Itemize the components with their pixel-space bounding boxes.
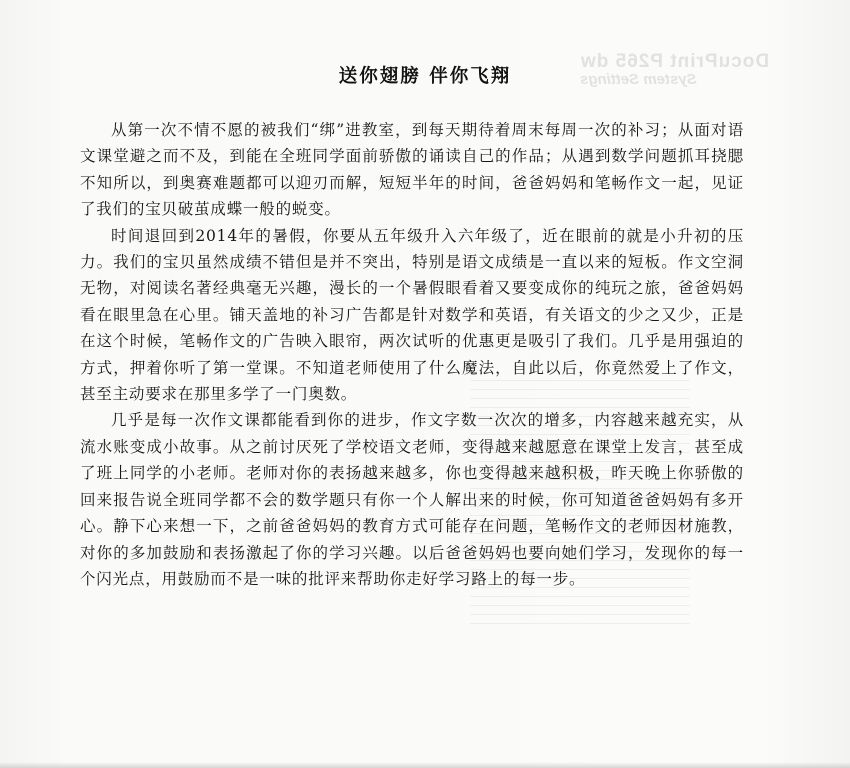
document-title: 送你翅膀 伴你飞翔	[338, 66, 512, 87]
bleed-through-line-2: System Settings	[580, 70, 697, 88]
scan-edge	[0, 762, 850, 768]
document-body	[80, 117, 744, 592]
paragraph-2: 时间退回到2014年的暑假，你要从五年级升入六年级了，近在眼前的就是小升初的压力。我们的宝贝虽然成绩不错但是并不突出，特别是语文成绩是一直以来的短板。作文空洞无物，对阅读名著经典毫无兴趣，漫长的一个暑假眼看着又要变成你的纯玩之旅，爸爸妈妈看在眼里急在心里。铺天盖地的补习广告都是针对数学和英语，有关语文的少之又少，正是在这个时候，笔畅作文的广告映入眼帘，两次试听的优惠更是吸引了我们。几乎是用强迫的方式，押着你听了第一堂课。不知道老师使用了什么魔法，自此以后，你竟然爱上了作文，甚至主动要求在那里多学了一门奥数。	[80, 226, 744, 404]
bleed-through-line-1: DocuPrint P265 dw	[580, 51, 770, 72]
paragraph-1: 从第一次不情不愿的被我们“绑”进教室，到每天期待着周末每周一次的补习；从面对语文课堂避之而不及，到能在全班同学面前骄傲的诵读自己的作品；从遇到数学问题抓耳挠腮不知所以，到奥赛难题都可以迎刃而解，短短半年的时间，爸爸妈妈和笔畅作文一起，见证了我们的宝贝破茧成蝶一般的蜕变。	[80, 121, 744, 219]
paragraph-3: 几乎是每一次作文课都能看到你的进步，作文字数一次次的增多，内容越来越充实，从流水账变成小故事。从之前讨厌死了学校语文老师，变得越来越愿意在课堂上发言，甚至成了班上同学的小老师。老师对你的表扬越来越多，你也变得越来越积极，昨天晚上你骄傲的回来报告说全班同学都不会的数学题只有你一个人解出来的时候，你可知道爸爸妈妈有多开心。静下心来想一下，之前爸爸妈妈的教育方式可能存在问题，笔畅作文的老师因材施教，对你的多加鼓励和表扬激起了你的学习兴趣。以后爸爸妈妈也要向她们学习，发现你的每一个闪光点，用鼓励而不是一味的批评来帮助你走好学习路上的每一步。	[80, 411, 744, 588]
